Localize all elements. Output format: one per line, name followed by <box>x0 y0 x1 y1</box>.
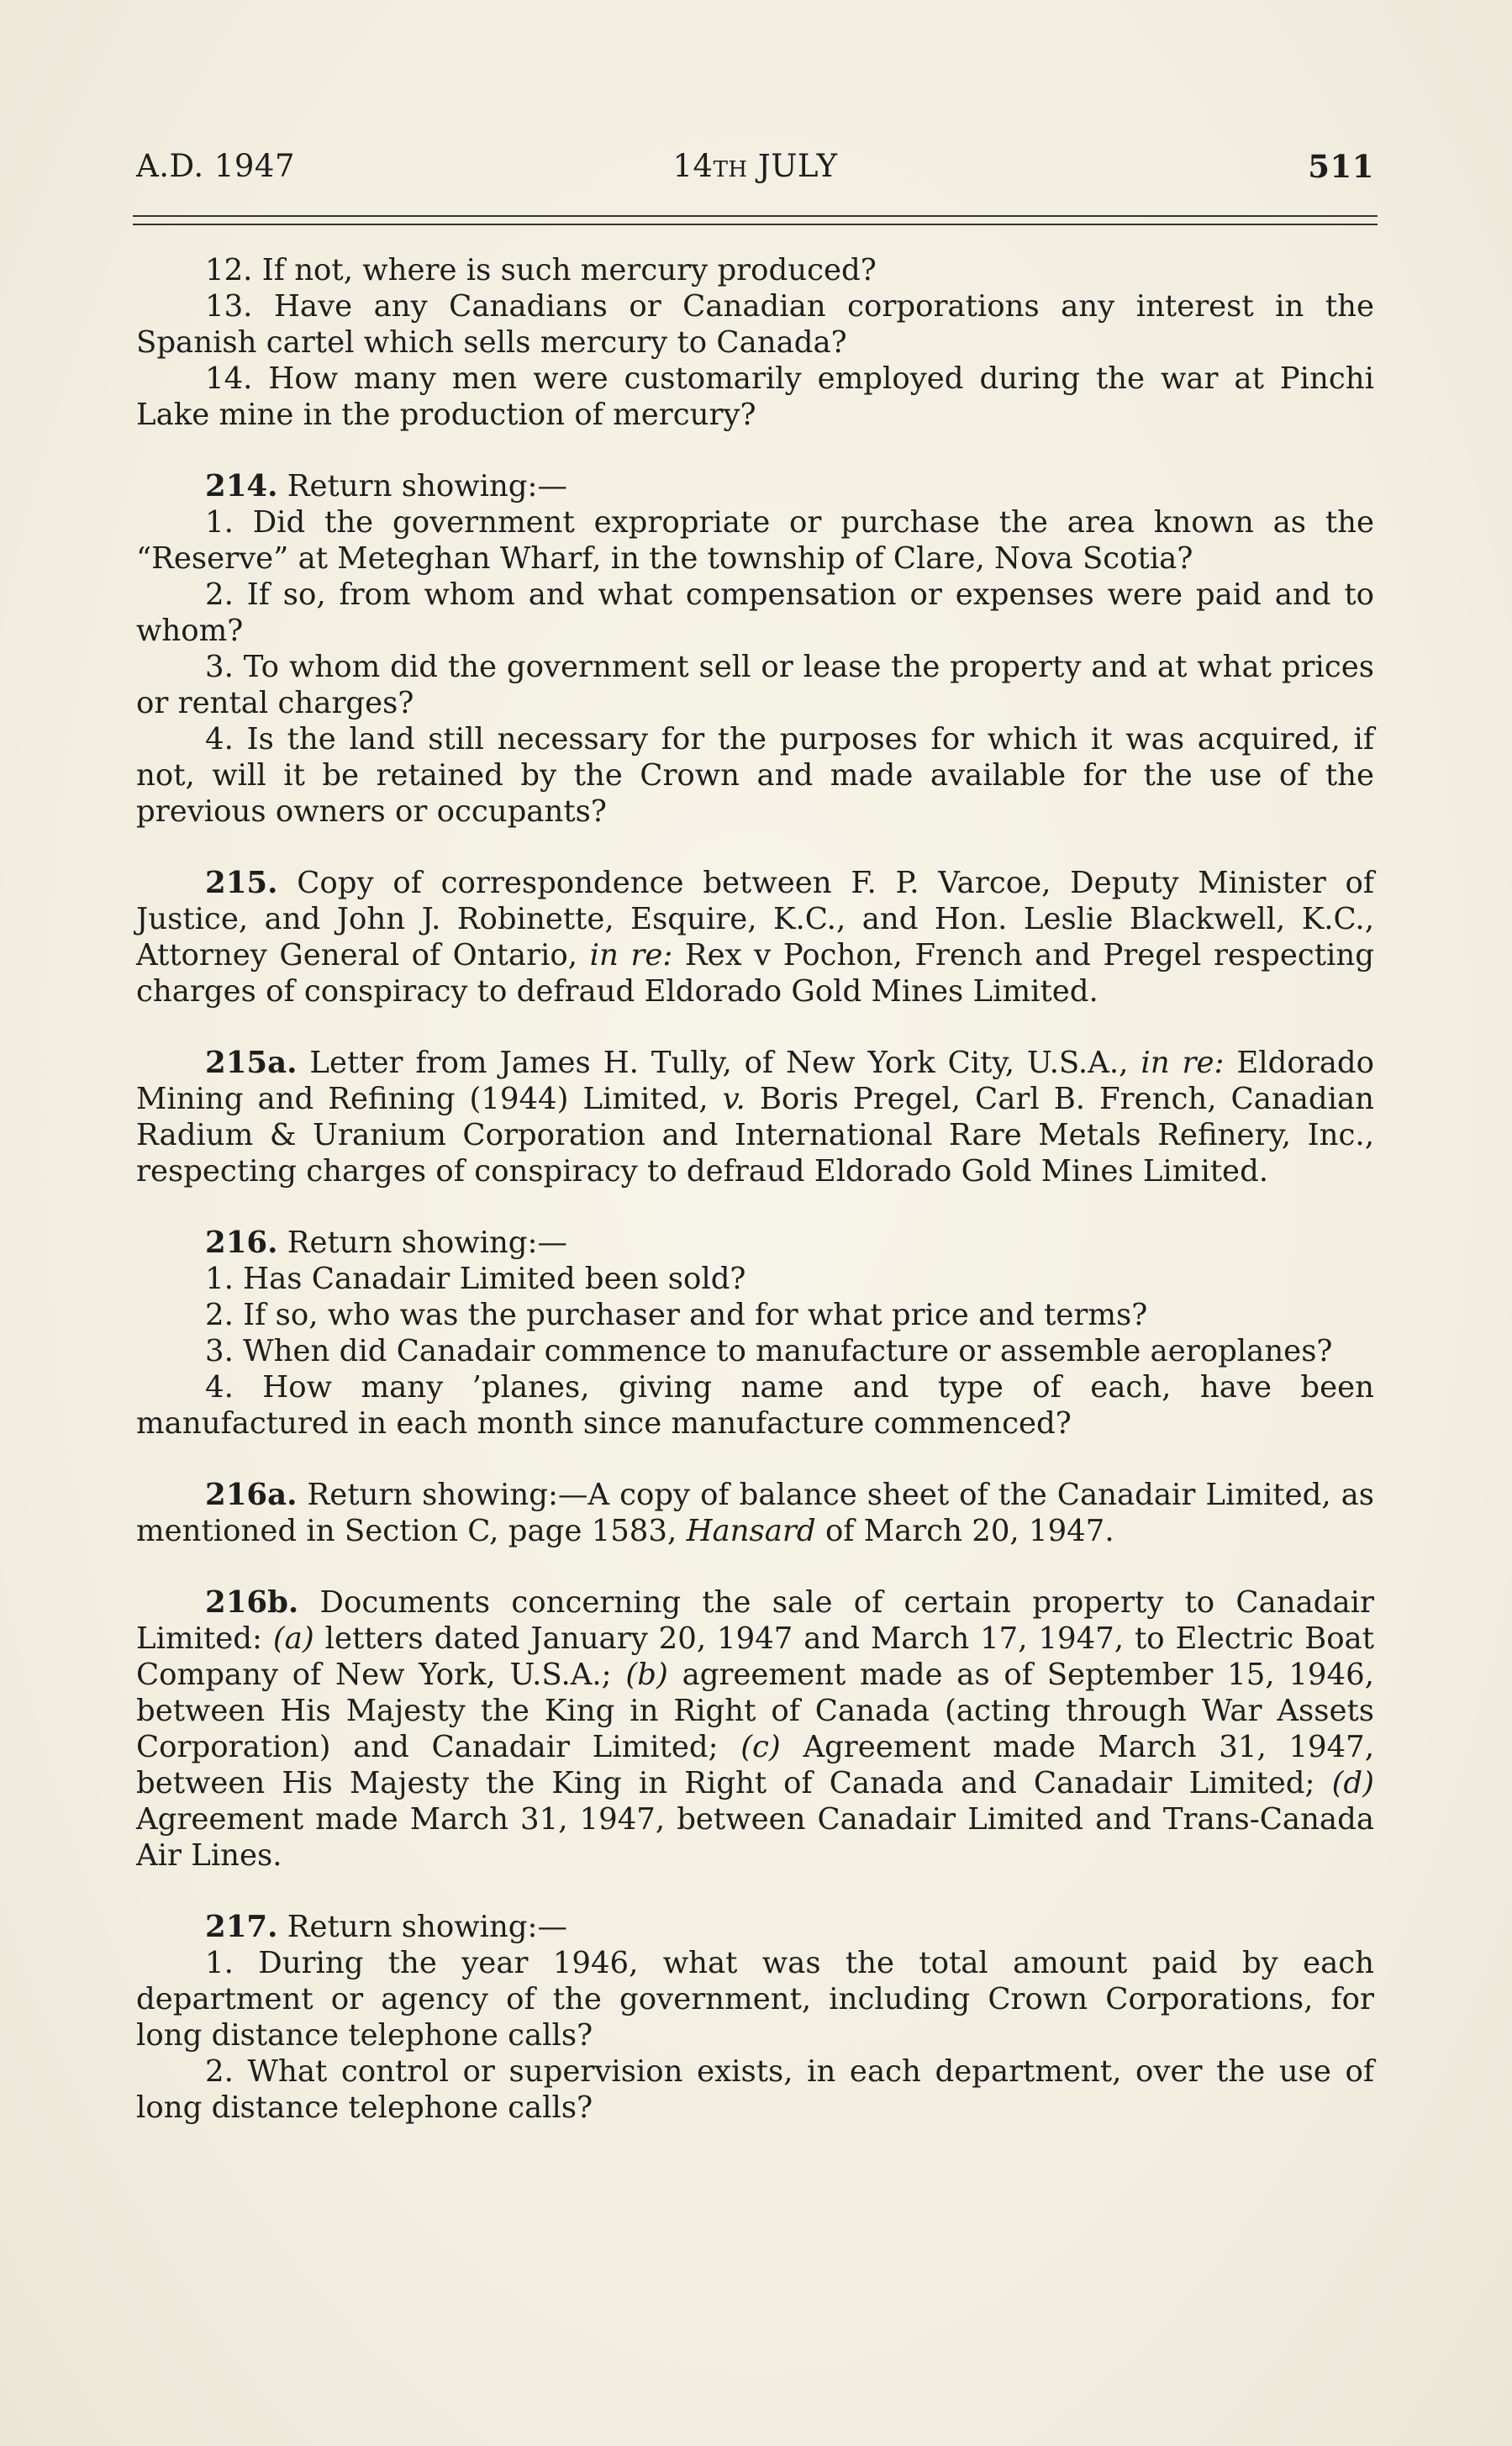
item-text: Return showing:—A copy of balance sheet of the Canadair Limited, as mentioned in Section C, page 1583, <box>136 1478 1374 1548</box>
item-214-question: 3. To whom did the government sell or lease the property and at what prices or rental charges? <box>136 650 1374 720</box>
item-214-question: 2. If so, from whom and what compensation or expenses were paid and to whom? <box>136 577 1374 648</box>
item-217-question: 1. During the year 1946, what was the total amount paid by each department or agency of the government, including Crown Corporations, for long distance telephone calls? <box>136 1946 1374 2053</box>
item-number: 215. <box>205 866 278 900</box>
item-217-heading <box>136 1909 1374 1945</box>
item-text: letters dated January 20, 1947 and March 17, 1947, to Electric Boat Company of New York, U.S.A.; <box>136 1621 1374 1692</box>
item-216-question: 4. How many ’planes, giving name and type of each, have been manufactured in each month since manufacture commenced? <box>136 1370 1374 1441</box>
header-date <box>136 148 1374 184</box>
header-year: A.D. 1947 <box>136 148 296 184</box>
header-rule-top <box>133 215 1378 217</box>
item-216-heading <box>136 1225 1374 1261</box>
page-number: 511 <box>1308 148 1374 185</box>
item-217-question: 2. What control or supervision exists, in each department, over the use of long distance telephone calls? <box>136 2054 1374 2125</box>
item-216-question: 2. If so, who was the purchaser and for what price and terms? <box>205 1298 1148 1332</box>
item-heading: Return showing:— <box>287 469 567 503</box>
item-216b <box>136 1584 1374 1874</box>
item-text: Boris Pregel, Carl B. French, Canadian Radium & Uranium Corporation and International Rare Metals Refinery, Inc., respecting charges of conspiracy to defraud Eldorado Gold Mines Limited. <box>136 1082 1374 1189</box>
hansard: Hansard <box>686 1514 816 1548</box>
clause-label: (c) <box>740 1730 781 1764</box>
item-text: Letter from James H. Tully, of New York City, U.S.A., <box>309 1046 1129 1080</box>
header-month: JULY <box>757 148 838 184</box>
item-heading: Return showing:— <box>287 1226 567 1260</box>
continued-question: 12. If not, where is such mercury produced? <box>205 253 877 287</box>
item-text: Agreement made March 31, 1947, between His Majesty the King in Right of Canada and Canadair Limited; <box>136 1730 1374 1800</box>
item-216-question: 3. When did Canadair commence to manufacture or assemble aeroplanes? <box>205 1334 1333 1368</box>
header-rule-bottom <box>133 224 1378 225</box>
clause-label: (b) <box>625 1658 668 1692</box>
clause-label: (d) <box>1331 1766 1375 1800</box>
continued-question: 14. How many men were customarily employed during the war at Pinchi Lake mine in the production of mercury? <box>136 361 1374 432</box>
item-number: 214. <box>205 469 278 503</box>
item-216a <box>136 1477 1374 1549</box>
item-214-question: 1. Did the government expropriate or purchase the area known as the “Reserve” at Meteghan Wharf, in the township of Clare, Nova Scotia? <box>136 505 1374 576</box>
item-number: 215a. <box>205 1046 298 1080</box>
item-215 <box>136 865 1374 1010</box>
header-day: 14 <box>672 148 714 184</box>
item-text: agreement made as of September 15, 1946, between His Majesty the King in Right of Canada (acting through War Assets Corporation) and Canadair Limited; <box>136 1658 1374 1764</box>
versus: v. <box>722 1082 745 1116</box>
page-body <box>136 252 1374 2126</box>
item-number: 216b. <box>205 1585 299 1620</box>
item-number: 216a. <box>205 1478 298 1512</box>
in-re: in re: <box>1141 1046 1225 1080</box>
item-text: Eldorado Mining and Refining (1944) Limited, <box>136 1046 1374 1116</box>
item-text: Documents concerning the sale of certain property to Canadair Limited: <box>136 1585 1374 1656</box>
item-216-question: 1. Has Canadair Limited been sold? <box>205 1262 746 1296</box>
running-header <box>136 148 1374 190</box>
header-day-suffix: TH <box>713 157 748 182</box>
item-heading: Return showing:— <box>287 1910 567 1944</box>
item-text: Copy of correspondence between F. P. Varcoe, Deputy Minister of Justice, and John J. Robinette, Esquire, K.C., and Hon. Leslie Blackwell, K.C., Attorney General of Ontario, <box>136 866 1374 973</box>
item-214-question: 4. Is the land still necessary for the purposes for which it was acquired, if not, will it be retained by the Crown and made available for the use of the previous owners or occupants? <box>136 722 1374 829</box>
continued-question: 13. Have any Canadians or Canadian corporations any interest in the Spanish cartel which sells mercury to Canada? <box>136 289 1374 360</box>
item-number: 217. <box>205 1910 278 1944</box>
item-215a <box>136 1045 1374 1189</box>
clause-label: (a) <box>272 1621 314 1656</box>
item-number: 216. <box>205 1226 278 1260</box>
item-text: Agreement made March 31, 1947, between Canadair Limited and Trans-Canada Air Lines. <box>136 1802 1374 1873</box>
item-text: of March 20, 1947. <box>824 1514 1114 1548</box>
in-re: in re: <box>589 938 673 973</box>
item-text: Rex v Pochon, French and Pregel respecting charges of conspiracy to defraud Eldorado Gold Mines Limited. <box>136 938 1374 1009</box>
item-214-heading <box>136 468 1374 504</box>
